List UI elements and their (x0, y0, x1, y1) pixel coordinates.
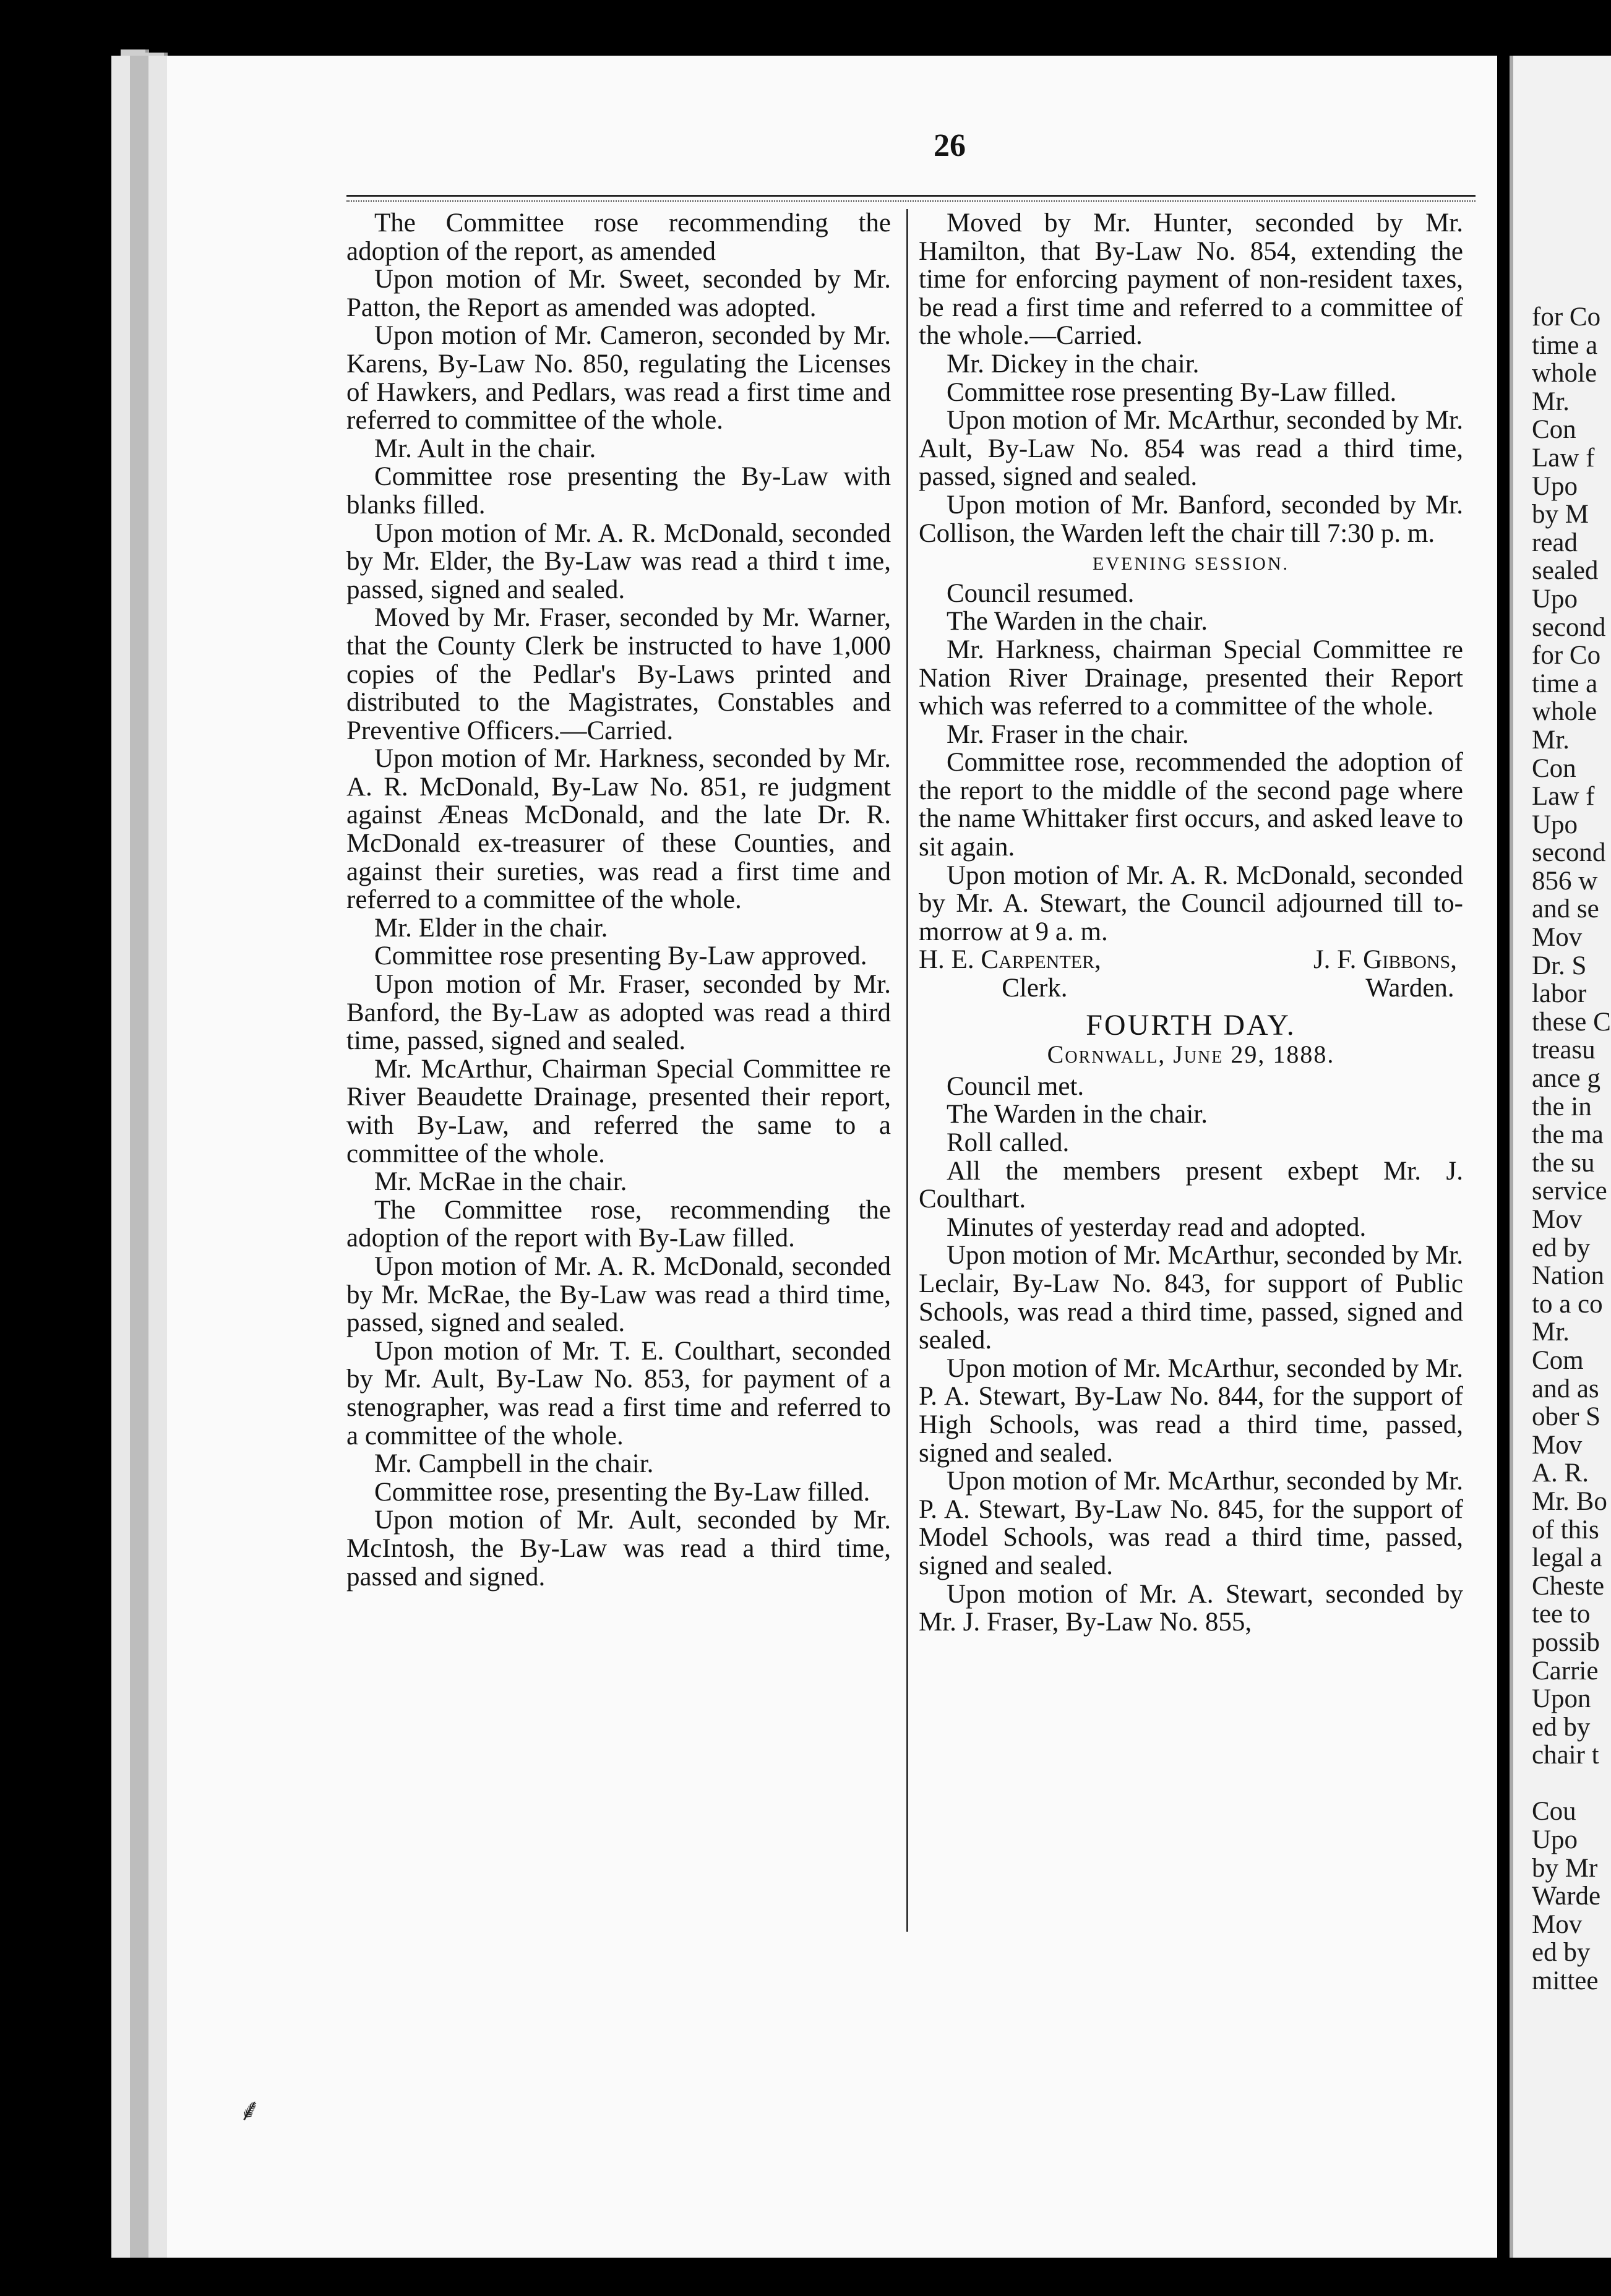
next-page-line-fragment: ed by (1532, 1712, 1591, 1742)
next-page-line-fragment: the ma (1532, 1120, 1604, 1150)
minutes-paragraph: The Warden in the chair. (947, 1100, 1208, 1129)
next-page-line-fragment: labor (1532, 979, 1587, 1009)
minutes-paragraph: Moved by Mr. Fraser, seconded by Mr. Warner, that the County Clerk be instructed to have 1,000 copies of the Pedlar's By-Laws printed and distributed to the Magistrates, Constables and Preventive Officers.—Carried. (346, 603, 891, 745)
next-page-line-fragment: by Mr (1532, 1853, 1598, 1883)
next-page-line-fragment: and se (1532, 894, 1599, 924)
minutes-paragraph: Upon motion of Mr. McArthur, seconded by Mr. P. A. Stewart, By-Law No. 845, for the support of Model Schools, was read a third time, passed, signed and sealed. (919, 1467, 1463, 1580)
next-page-line-fragment: Upon (1532, 1684, 1591, 1714)
minutes-paragraph: Roll called. (947, 1128, 1070, 1157)
minutes-paragraph: Upon motion of Mr. McArthur, seconded by Mr. P. A. Stewart, By-Law No. 844, for the support of High Schools, was read a third time, passed, signed and sealed. (919, 1353, 1463, 1468)
signature-block (919, 946, 1463, 1002)
minutes-paragraph: Moved by Mr. Hunter, seconded by Mr. Hamilton, that By-Law No. 854, extending the time for enforcing payment of non-resident taxes, be read a first time and referred to a committee of the whole.—Carried. (919, 208, 1463, 351)
minutes-paragraph: Minutes of yesterday read and adopted. (947, 1212, 1367, 1242)
minutes-paragraph: Mr. McArthur, Chairman Special Committee re River Beaudette Drainage, presented their report, with By-Law, and referred the same to a committee of the whole. (346, 1054, 891, 1168)
minutes-paragraph: Upon motion of Mr. A. R. McDonald, seconded by Mr. A. Stewart, the Council adjourned till to-morrow at 9 a. m. (919, 860, 1463, 946)
next-page-line-fragment: of this (1532, 1515, 1599, 1544)
warden-signature (1313, 946, 1457, 1002)
next-page-edge (1510, 56, 1611, 2258)
next-page-line-fragment: Upo (1532, 584, 1578, 614)
minutes-paragraph: Mr. Fraser in the chair. (947, 719, 1189, 749)
next-page-line-fragment: Mr. (1532, 725, 1570, 755)
minutes-paragraph: All the members present exbept Mr. J. Coulthart. (919, 1156, 1463, 1214)
top-rule (346, 195, 1476, 202)
middle-column (919, 209, 1463, 1637)
next-page-line-fragment: Warde (1532, 1882, 1601, 1911)
ink-blot-mark: ⸙ (238, 2093, 262, 2127)
minutes-paragraph: Committee rose presenting By-Law approved. (374, 941, 867, 971)
minutes-paragraph: Upon motion of Mr. A. R. McDonald, seconded by Mr. McRae, the By-Law was read a third time, passed, signed and sealed. (346, 1251, 891, 1338)
next-page-line-fragment: second (1532, 612, 1606, 642)
next-page-line-fragment: and as (1532, 1374, 1599, 1403)
next-page-line-fragment: possib (1532, 1627, 1600, 1657)
next-page-line-fragment: Con (1532, 415, 1576, 445)
next-page-line-fragment: time a (1532, 669, 1598, 698)
next-page-line-fragment: ance g (1532, 1064, 1601, 1094)
next-page-line-fragment: Mr. Bo (1532, 1486, 1607, 1516)
next-page-fragments (1532, 303, 1611, 1995)
next-page-line-fragment: for Co (1532, 302, 1601, 332)
minutes-paragraph: Mr. Dickey in the chair. (947, 349, 1200, 379)
next-page-line-fragment (1532, 1770, 1611, 1798)
next-page-line-fragment: 856 w (1532, 866, 1598, 896)
next-page-line-fragment: ober S (1532, 1402, 1601, 1432)
next-page-line-fragment: whole (1532, 359, 1597, 388)
next-page-line-fragment: Cou (1532, 1797, 1576, 1827)
minutes-paragraph: Committee rose, recommended the adoption of the report to the middle of the second page where the name Whittaker first occurs, and asked leave to sit again. (919, 748, 1463, 862)
minutes-paragraph: Mr. Elder in the chair. (374, 913, 608, 943)
next-page-line-fragment: ed by (1532, 1938, 1591, 1968)
next-page-line-fragment: Mov (1532, 923, 1583, 953)
next-page-line-fragment: read (1532, 528, 1578, 557)
minutes-paragraph: Mr. Ault in the chair. (374, 434, 596, 463)
next-page-line-fragment: ed by (1532, 1233, 1591, 1262)
warden-role: Warden. (1365, 974, 1454, 1003)
page-stack-mid (139, 53, 168, 2258)
minutes-paragraph: Upon motion of Mr. Ault, seconded by Mr. McIntosh, the By-Law was read a third time, passed and signed. (346, 1506, 891, 1591)
next-page-line-fragment: Con (1532, 753, 1576, 783)
next-page-line-fragment: Nation (1532, 1261, 1605, 1291)
minutes-paragraph: Mr. Campbell in the chair. (374, 1449, 654, 1479)
next-page-line-fragment: Upo (1532, 810, 1578, 839)
minutes-paragraph: Upon motion of Mr. Harkness, seconded by Mr. A. R. McDonald, By-Law No. 851, re judgment against Æneas McDonald, and the late Dr. R. McDonald ex-treasurer of these Counties, and against their sureties, was read a first time and referred to a committee of the whole. (346, 744, 891, 915)
warden-name: J. F. Gibbons, (1313, 945, 1457, 975)
next-page-line-fragment: to a co (1532, 1289, 1603, 1319)
next-page-line-fragment: the su (1532, 1148, 1595, 1178)
next-page-line-fragment: the in (1532, 1092, 1592, 1121)
minutes-paragraph: Mr. McRae in the chair. (374, 1167, 627, 1197)
next-page-line-fragment: chair t (1532, 1741, 1599, 1770)
minutes-paragraph: The Committee rose recommending the adoption of the report, as amended (346, 208, 891, 266)
next-page-line-fragment: Mov (1532, 1430, 1583, 1460)
next-page-line-fragment: treasu (1532, 1035, 1596, 1065)
page-number: 26 (934, 128, 966, 163)
minutes-paragraph: Committee rose, presenting the By-Law filled. (374, 1477, 870, 1507)
minutes-paragraph: The Committee rose, recommending the adoption of the report with By-Law filled. (346, 1195, 891, 1253)
minutes-paragraph: Upon motion of Mr. T. E. Coulthart, seconded by Mr. Ault, By-Law No. 853, for payment of a stenographer, was read a first time and referred to a committee of the whole. (346, 1336, 891, 1450)
next-page-line-fragment: Law f (1532, 443, 1595, 473)
next-page-line-fragment: Mov (1532, 1205, 1583, 1234)
left-column (346, 209, 891, 1591)
column-divider (906, 209, 908, 1932)
minutes-paragraph: Upon motion of Mr. Sweet, seconded by Mr. Patton, the Report as amended was adopted. (346, 265, 891, 322)
next-page-line-fragment: Mov (1532, 1909, 1583, 1939)
next-page-line-fragment: sealed (1532, 556, 1599, 586)
next-page-line-fragment: legal a (1532, 1543, 1602, 1573)
next-page-line-fragment: for Co (1532, 641, 1601, 670)
minutes-paragraph: Upon motion of Mr. A. R. McDonald, seconded by Mr. Elder, the By-Law was read a third t ime, passed, signed and sealed. (346, 518, 891, 604)
minutes-paragraph: Upon motion of Mr. McArthur, seconded by Mr. Ault, By-Law No. 854 was read a third time, passed, signed and sealed. (919, 406, 1463, 492)
next-page-line-fragment: Mr. (1532, 1317, 1570, 1347)
clerk-name: H. E. Carpenter, (919, 945, 1101, 975)
minutes-paragraph: Mr. Harkness, chairman Special Committee re Nation River Drainage, presented their Report which was referred to a committee of the whole. (919, 635, 1463, 721)
next-page-line-fragment: Law f (1532, 782, 1595, 812)
next-page-line-fragment: Dr. S (1532, 951, 1587, 980)
day-heading: FOURTH DAY. (1086, 1008, 1296, 1042)
clerk-role: Clerk. (1002, 974, 1068, 1003)
next-page-line-fragment: Com (1532, 1345, 1584, 1375)
next-page-line-fragment: Upo (1532, 1825, 1578, 1855)
minutes-paragraph: Council met. (947, 1071, 1085, 1101)
next-page-line-fragment: tee to (1532, 1600, 1591, 1629)
minutes-paragraph: Upon motion of Mr. McArthur, seconded by Mr. Leclair, By-Law No. 843, for support of Public Schools, was read a third time, passed, signed and sealed. (919, 1241, 1463, 1355)
next-page-line-fragment: by M (1532, 500, 1589, 529)
minutes-paragraph: Upon motion of Mr. Cameron, seconded by Mr. Karens, By-Law No. 850, regulating the Licenses of Hawkers, and Pedlars, was read a first time and referred to committee of the whole. (346, 321, 891, 435)
next-page-line-fragment: service (1532, 1176, 1607, 1206)
minutes-paragraph: Upon motion of Mr. Fraser, seconded by Mr. Banford, the By-Law as adopted was read a third time, passed, signed and sealed. (346, 970, 891, 1056)
next-page-line-fragment: time a (1532, 330, 1598, 360)
dateline: Cornwall, June 29, 1888. (1047, 1040, 1335, 1069)
section-heading: EVENING SESSION. (1093, 554, 1289, 575)
next-page-line-fragment: Cheste (1532, 1571, 1605, 1601)
next-page-line-fragment: whole (1532, 697, 1597, 727)
minutes-paragraph: Committee rose presenting the By-Law with blanks filled. (346, 462, 891, 520)
minutes-paragraph: Committee rose presenting By-Law filled. (947, 377, 1397, 407)
next-page-line-fragment: Mr. (1532, 387, 1570, 416)
minutes-paragraph: Upon motion of Mr. A. Stewart, seconded by Mr. J. Fraser, By-Law No. 855, (919, 1579, 1463, 1637)
next-page-line-fragment: mittee (1532, 1966, 1599, 1996)
minutes-paragraph: The Warden in the chair. (947, 607, 1208, 636)
minutes-paragraph: Upon motion of Mr. Banford, seconded by Mr. Collison, the Warden left the chair till 7:30 p. m. (919, 490, 1463, 548)
minutes-paragraph: Council resumed. (947, 578, 1135, 608)
next-page-line-fragment: Carrie (1532, 1656, 1599, 1686)
clerk-signature (919, 946, 1101, 1002)
next-page-line-fragment: these C (1532, 1007, 1611, 1037)
next-page-line-fragment: A. R. (1532, 1459, 1589, 1488)
next-page-line-fragment: second (1532, 838, 1606, 868)
next-page-line-fragment: Upo (1532, 471, 1578, 501)
